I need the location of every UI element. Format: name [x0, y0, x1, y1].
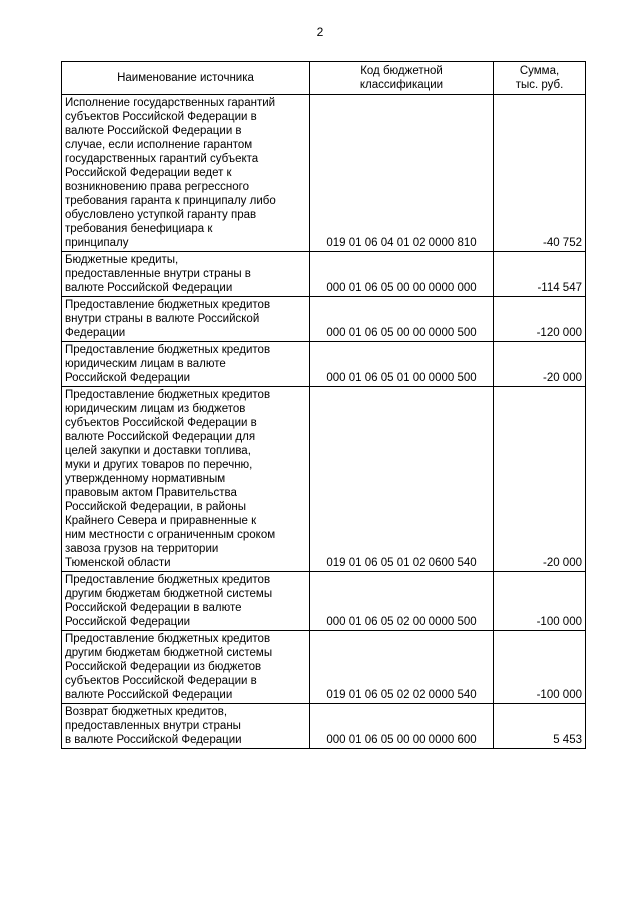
amount-cell: -120 000 — [494, 297, 586, 342]
header-text: Сумма, — [519, 65, 560, 77]
source-name-cell — [62, 342, 310, 387]
source-name-cell — [62, 572, 310, 631]
table-header-row — [62, 62, 586, 95]
source-name-cell — [62, 297, 310, 342]
amount-cell: -114 547 — [494, 252, 586, 297]
source-name-cell — [62, 95, 310, 252]
source-name-line: субъектов Российской Федерации в — [65, 111, 257, 123]
source-name-cell — [62, 631, 310, 704]
source-name-line: Российской Федерации — [65, 616, 191, 628]
amount-cell: -40 752 — [494, 95, 586, 252]
source-name-line: Российской Федерации из бюджетов — [65, 661, 262, 673]
source-name-line: Российской Федерации — [65, 372, 191, 384]
budget-code-cell: 000 01 06 05 00 00 0000 000 — [310, 252, 494, 297]
budget-code-cell: 000 01 06 05 00 00 0000 600 — [310, 704, 494, 749]
source-name-line: валюте Российской Федерации в — [65, 125, 242, 137]
budget-code-cell: 019 01 06 05 01 02 0600 540 — [310, 387, 494, 572]
source-name-line: Предоставление бюджетных кредитов — [65, 389, 271, 401]
source-name-line: другим бюджетам бюджетной системы — [65, 647, 273, 659]
budget-code-cell: 019 01 06 04 01 02 0000 810 — [310, 95, 494, 252]
header-text: Код бюджетной — [360, 65, 443, 77]
source-name-line: Тюменской области — [65, 557, 171, 569]
source-name-line: муки и других товаров по перечню, — [65, 459, 253, 471]
table-row — [62, 631, 586, 704]
source-name-line: случае, если исполнение гарантом — [65, 139, 253, 151]
source-name-line: валюте Российской Федерации — [65, 689, 233, 701]
header-amount — [494, 62, 586, 95]
source-name-line: возникновению права регрессного — [65, 181, 249, 193]
source-name-line: Бюджетные кредиты, — [65, 254, 179, 266]
source-name-line: субъектов Российской Федерации в — [65, 675, 257, 687]
amount-cell: 5 453 — [494, 704, 586, 749]
header-text: Наименование источника — [117, 72, 254, 84]
source-name-line: другим бюджетам бюджетной системы — [65, 588, 273, 600]
header-text: классификации — [359, 79, 444, 91]
source-name-line: внутри страны в валюте Российской — [65, 313, 260, 325]
source-name-line: требования бенефициара к — [65, 223, 213, 235]
budget-code-cell: 019 01 06 05 02 02 0000 540 — [310, 631, 494, 704]
source-name-line: Федерации — [65, 327, 126, 339]
source-name-line: Предоставление бюджетных кредитов — [65, 633, 271, 645]
table-row — [62, 95, 586, 252]
table-row — [62, 297, 586, 342]
header-text: тыс. руб. — [515, 79, 564, 91]
source-name-line: Предоставление бюджетных кредитов — [65, 574, 271, 586]
amount-cell: -100 000 — [494, 572, 586, 631]
table-row — [62, 342, 586, 387]
source-name-cell — [62, 704, 310, 749]
page-number: 2 — [316, 25, 324, 39]
source-name-line: Предоставление бюджетных кредитов — [65, 344, 271, 356]
budget-sources-table — [61, 61, 586, 749]
source-name-line: целей закупки и доставки топлива, — [65, 445, 251, 457]
source-name-line: требования гаранта к принципалу либо — [65, 195, 276, 207]
source-name-line: Российской Федерации ведет к — [65, 167, 232, 179]
source-name-line: Исполнение государственных гарантий — [65, 97, 276, 109]
source-name-line: юридическим лицам из бюджетов — [65, 403, 246, 415]
source-name-line: Крайнего Севера и приравненные к — [65, 515, 257, 527]
source-name-cell — [62, 387, 310, 572]
source-name-line: Возврат бюджетных кредитов, — [65, 706, 228, 718]
amount-cell: -100 000 — [494, 631, 586, 704]
table-row — [62, 387, 586, 572]
source-name-line: Предоставление бюджетных кредитов — [65, 299, 271, 311]
source-name-cell — [62, 252, 310, 297]
table-row — [62, 252, 586, 297]
source-name-line: утвержденному нормативным — [65, 473, 226, 485]
source-name-line: ним местности с ограниченным сроком — [65, 529, 276, 541]
header-budget-code — [310, 62, 494, 95]
source-name-line: принципалу — [65, 237, 129, 249]
table-row — [62, 704, 586, 749]
budget-code-cell: 000 01 06 05 00 00 0000 500 — [310, 297, 494, 342]
source-name-line: завоза грузов на территории — [65, 543, 219, 555]
source-name-line: в валюте Российской Федерации — [65, 734, 242, 746]
source-name-line: государственных гарантий субъекта — [65, 153, 259, 165]
amount-cell: -20 000 — [494, 342, 586, 387]
source-name-line: валюте Российской Федерации — [65, 282, 233, 294]
source-name-line: Российской Федерации в валюте — [65, 602, 242, 614]
table-row — [62, 572, 586, 631]
amount-cell: -20 000 — [494, 387, 586, 572]
source-name-line: субъектов Российской Федерации в — [65, 417, 257, 429]
source-name-line: предоставленных внутри страны — [65, 720, 241, 732]
source-name-line: предоставленные внутри страны в — [65, 268, 251, 280]
source-name-line: правовым актом Правительства — [65, 487, 237, 499]
budget-code-cell: 000 01 06 05 02 00 0000 500 — [310, 572, 494, 631]
budget-code-cell: 000 01 06 05 01 00 0000 500 — [310, 342, 494, 387]
header-source-name — [62, 62, 310, 95]
source-name-line: юридическим лицам в валюте — [65, 358, 226, 370]
source-name-line: обусловлено уступкой гаранту прав — [65, 209, 257, 221]
source-name-line: валюте Российской Федерации для — [65, 431, 256, 443]
source-name-line: Российской Федерации, в районы — [65, 501, 246, 513]
